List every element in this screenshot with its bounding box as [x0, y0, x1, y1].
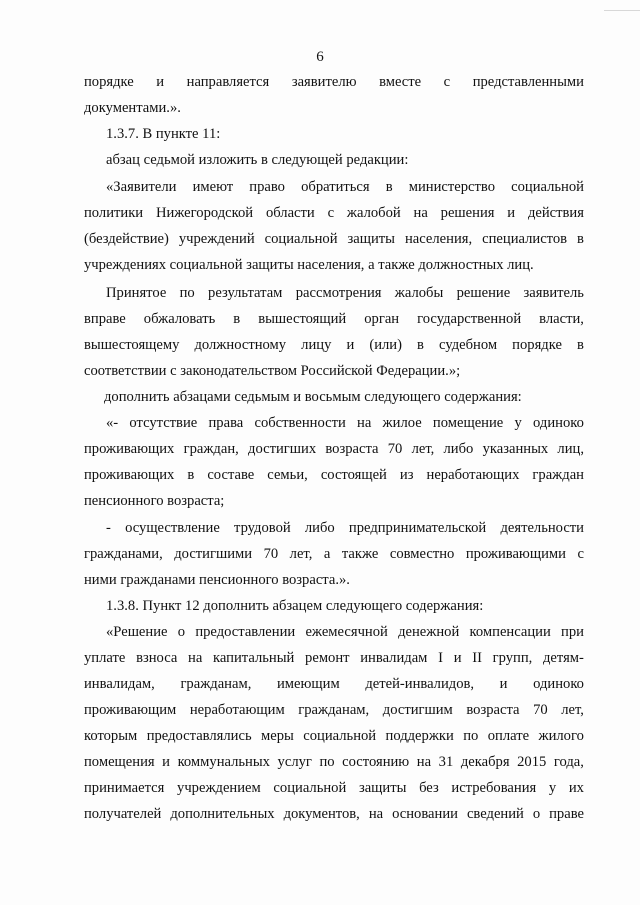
text-line: [106, 518, 584, 538]
word: помещения: [84, 754, 155, 770]
text-line: [84, 778, 584, 798]
word: предпринимательской: [348, 520, 487, 536]
word: по: [463, 728, 479, 744]
word: Нижегородской: [155, 205, 254, 221]
text-line: [84, 465, 584, 485]
text-line: ними гражданами пенсионного возраста.».: [84, 572, 350, 588]
text-line: [84, 309, 584, 329]
word: оплате: [487, 728, 530, 744]
word: возраста: [466, 702, 520, 718]
word: направляется: [186, 74, 270, 90]
word: трудовой: [234, 520, 291, 536]
text-line: [84, 700, 584, 720]
word: жилого: [538, 728, 584, 744]
word: при: [561, 624, 584, 640]
word: компенсации: [469, 624, 551, 640]
word: на: [368, 806, 384, 822]
word: коммунальных: [177, 754, 270, 770]
word: право: [249, 179, 285, 195]
word: защиты: [347, 231, 395, 247]
word: помещение: [432, 415, 504, 431]
word: возраста: [325, 441, 379, 457]
word: имеющим: [276, 676, 340, 692]
text-line: [84, 203, 584, 223]
word: жилое: [382, 415, 422, 431]
word: лицу: [301, 337, 332, 353]
word: 70: [533, 702, 548, 718]
word: жалобы: [394, 285, 444, 301]
text-line: [106, 177, 584, 197]
word: неработающих: [426, 467, 520, 483]
page-number: 6: [316, 49, 324, 65]
word: 2015: [517, 754, 547, 770]
word: достигшим: [382, 702, 453, 718]
word: в: [233, 311, 241, 327]
word: в: [577, 231, 584, 247]
word: предоставлялись: [146, 728, 252, 744]
word: одиноко: [533, 676, 584, 692]
word: лет,: [561, 702, 584, 718]
text-line: [84, 439, 584, 459]
word: документов,: [283, 806, 360, 822]
word: проживающих: [84, 441, 175, 457]
word: 31: [438, 754, 454, 770]
word: вышестоящему: [84, 337, 180, 353]
text-line: учреждениях социальной защиты населения, а также должностных лиц.: [84, 257, 534, 273]
text-line: документами.».: [84, 100, 181, 116]
word: граждан,: [183, 441, 239, 457]
text-line: [106, 413, 584, 433]
word: и: [346, 337, 355, 353]
word: принимается: [84, 780, 165, 796]
word: 70: [263, 546, 279, 562]
word: «Решение: [106, 624, 168, 640]
word: порядке: [84, 74, 134, 90]
word: неработающим: [189, 702, 285, 718]
word: орган: [364, 311, 400, 327]
word: решения: [440, 205, 495, 221]
word: денежной: [398, 624, 460, 640]
word: заявитель: [523, 285, 584, 301]
text-line: [84, 335, 584, 355]
word: в: [417, 337, 424, 353]
word: и: [507, 205, 516, 221]
word: достигших: [248, 441, 317, 457]
text-line: дополнить абзацами седьмым и восьмым следующего содержания:: [104, 389, 522, 405]
word: осуществление: [125, 520, 220, 536]
word: сведений: [466, 806, 524, 822]
word: в: [385, 179, 393, 195]
word: деятельности: [500, 520, 584, 536]
word: I: [438, 650, 443, 666]
word: также: [341, 546, 379, 562]
word: о: [532, 806, 541, 822]
word: истребования: [451, 780, 537, 796]
word: результатам: [208, 285, 283, 301]
word: «Заявители: [106, 179, 177, 195]
word: основании: [392, 806, 458, 822]
word: обратиться: [301, 179, 370, 195]
word: действия: [527, 205, 584, 221]
word: проживающих: [84, 467, 175, 483]
word: области: [265, 205, 315, 221]
word: ежемесячной: [305, 624, 388, 640]
text-line: [84, 72, 584, 92]
word: а: [323, 546, 331, 562]
word: у: [548, 780, 557, 796]
word: 70: [387, 441, 403, 457]
word: должностному: [194, 337, 287, 353]
word: состоянию: [342, 754, 410, 770]
word: власти,: [539, 311, 584, 327]
word: II: [472, 650, 482, 666]
word: на: [357, 415, 372, 431]
word: (бездействие): [84, 231, 169, 247]
word: собственности: [254, 415, 346, 431]
word: либо: [443, 441, 474, 457]
word: министерство: [408, 179, 495, 195]
word: решение: [456, 285, 511, 301]
word: «-: [106, 415, 119, 431]
word: с: [443, 74, 451, 90]
word: гражданам,: [180, 676, 252, 692]
word: вместе: [379, 74, 422, 90]
word: и: [499, 676, 508, 692]
word: рассмотрения: [295, 285, 382, 301]
word: отсутствие: [129, 415, 198, 431]
word: инвалидам: [360, 650, 428, 666]
word: гражданам,: [298, 702, 370, 718]
text-line: абзац седьмой изложить в следующей редакции:: [106, 152, 409, 168]
text-line: [84, 674, 584, 694]
word: и: [156, 74, 165, 90]
word: инвалидам,: [84, 676, 155, 692]
text-line: [84, 804, 584, 824]
word: получателей: [84, 806, 162, 822]
word: поддержки: [385, 728, 454, 744]
word: совместно: [389, 546, 455, 562]
word: о: [177, 624, 186, 640]
word: граждан: [532, 467, 584, 483]
text-line: [84, 752, 584, 772]
word: предоставлении: [195, 624, 296, 640]
word: в: [577, 337, 584, 353]
word: детей-инвалидов,: [365, 676, 475, 692]
text-line: [106, 622, 584, 642]
word: которым: [84, 728, 138, 744]
word: состоящей: [320, 467, 387, 483]
word: лет,: [289, 546, 313, 562]
word: по: [179, 285, 195, 301]
word: социальной: [303, 728, 377, 744]
word: детям-: [543, 650, 584, 666]
word: специалистов: [482, 231, 568, 247]
word: либо: [304, 520, 335, 536]
word: групп,: [492, 650, 533, 666]
word: в: [187, 467, 195, 483]
word: услуг: [277, 754, 312, 770]
word: представленными: [472, 74, 584, 90]
word: учреждений: [178, 231, 255, 247]
word: вправе: [84, 311, 126, 327]
word: с: [577, 546, 584, 562]
word: праве: [549, 806, 584, 822]
word: (или): [369, 337, 402, 353]
word: и: [453, 650, 462, 666]
word: взноса: [136, 650, 178, 666]
word: и: [162, 754, 170, 770]
word: проживающими: [465, 546, 566, 562]
word: имеют: [192, 179, 234, 195]
word: политики: [84, 205, 144, 221]
word: лиц,: [557, 441, 584, 457]
word: семьи,: [267, 467, 308, 483]
text-line: [84, 544, 584, 564]
word: дополнительных: [170, 806, 275, 822]
text-line: 1.3.8. Пункт 12 дополнить абзацем следующего содержания:: [106, 598, 484, 614]
scan-artifact: [604, 10, 640, 11]
word: социальной: [273, 780, 347, 796]
word: меры: [261, 728, 294, 744]
word: проживающим: [84, 702, 177, 718]
text-line: [84, 726, 584, 746]
word: учреждением: [177, 780, 261, 796]
word: без: [419, 780, 439, 796]
word: у: [514, 415, 522, 431]
word: порядке: [512, 337, 562, 353]
word: социальной: [264, 231, 338, 247]
word: обжаловать: [143, 311, 216, 327]
word: декабря: [460, 754, 510, 770]
text-line: 1.3.7. В пункте 11:: [106, 126, 221, 142]
word: на: [188, 650, 203, 666]
word: с: [327, 205, 335, 221]
word: их: [568, 780, 584, 796]
word: права: [208, 415, 244, 431]
word: на: [413, 205, 428, 221]
word: уплате: [84, 650, 126, 666]
word: года,: [553, 754, 584, 770]
word: защиты: [358, 780, 407, 796]
word: лет,: [411, 441, 435, 457]
word: ремонт: [305, 650, 350, 666]
word: на: [416, 754, 432, 770]
word: социальной: [511, 179, 584, 195]
word: Принятое: [106, 285, 167, 301]
text-line: [106, 283, 584, 303]
word: гражданами,: [84, 546, 163, 562]
word: из: [399, 467, 414, 483]
text-line: пенсионного возраста;: [84, 493, 225, 509]
word: вышестоящий: [258, 311, 347, 327]
text-line: [84, 229, 584, 249]
word: жалобой: [346, 205, 401, 221]
word: достигшими: [174, 546, 253, 562]
text-line: соответствии с законодательством Российской Федерации.»;: [84, 363, 461, 379]
word: по: [319, 754, 335, 770]
word: одиноко: [533, 415, 584, 431]
word: указанных: [482, 441, 549, 457]
word: заявителю: [291, 74, 357, 90]
word: -: [106, 520, 111, 536]
text-line: [84, 648, 584, 668]
word: составе: [207, 467, 255, 483]
word: государственной: [417, 311, 522, 327]
word: судебном: [439, 337, 498, 353]
word: населения,: [404, 231, 473, 247]
word: капитальный: [213, 650, 295, 666]
